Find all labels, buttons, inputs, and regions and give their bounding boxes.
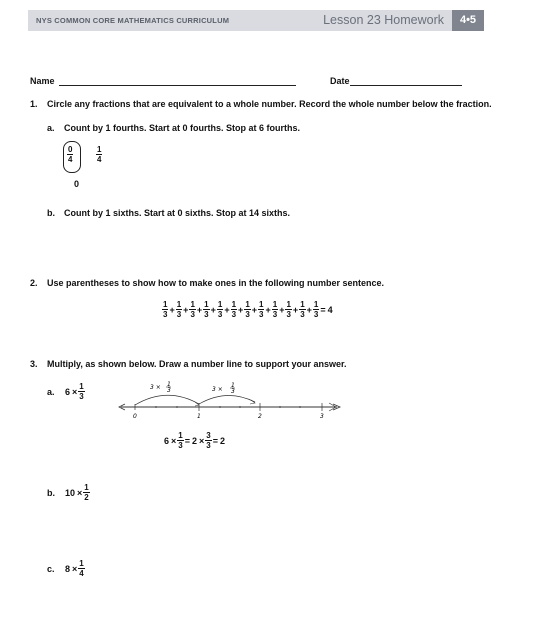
plus-sign: + [210,304,216,315]
plus-sign: + [279,304,285,315]
plus-sign: + [265,304,271,315]
q1-text: Circle any fractions that are equivalent to a whole number. Record the whole number below the fraction. [47,99,492,109]
q3a-equation: 6 × $\frac{1}{3}$ = 2 × $\frac{3}{3}$ = 2 [164,431,226,450]
term-fraction: $\frac{1}{3}$ [300,300,305,319]
q3-text: Multiply, as shown below. Draw a number line to support your answer. [47,359,347,369]
q1b-letter: b. [47,208,55,218]
tick-label-1: 1 [197,413,201,420]
plus-sign: + [196,304,203,315]
date-field[interactable] [350,85,462,86]
q3b-letter: b. [47,488,55,498]
lesson-header [28,10,484,31]
q3b-expression: 10 × $\frac{1}{2}$ [65,483,89,502]
date-label: Date [330,76,350,86]
plus-sign: + [183,304,189,315]
tick-label-3: 3 [320,413,324,420]
module-badge: 4•5 [452,10,484,31]
whole-number-answer: 0 [74,179,80,189]
lesson-title: Lesson 23 Homework [323,13,444,27]
plus-sign: + [306,304,312,315]
q3c-letter: c. [47,564,55,574]
q3-number: 3. [30,359,38,369]
plus-sign: + [224,304,230,315]
curriculum-title: NYS COMMON CORE MATHEMATICS CURRICULUM [36,16,230,25]
term-fraction: $\frac{1}{3}$ [163,300,168,319]
plus-sign: + [251,304,258,315]
term-fraction: $\frac{1}{3}$ [245,300,250,319]
jump-arc-2 [199,395,255,404]
term-fraction: $\frac{1}{3}$ [286,300,291,319]
term-fraction: $\frac{1}{3}$ [204,300,209,319]
arc-label-2: 3 × [212,386,223,393]
q3a-expression: 6 × $\frac{1}{3}$ [65,382,84,401]
term-fraction: $\frac{1}{3}$ [259,300,264,319]
q2-number: 2. [30,278,38,288]
term-fraction: $\frac{1}{3}$ [272,300,278,319]
plus-sign: + [238,304,244,315]
q1a-text: Count by 1 fourths. Start at 0 fourths. Stop at 6 fourths. [64,123,301,133]
q3a-letter: a. [47,387,55,397]
number-sentence [162,300,334,319]
q3c-expression: 8 × $\frac{1}{4}$ [65,559,84,578]
arc-frac-num-2: 1 [231,382,235,389]
q1a-letter: a. [47,123,55,133]
term-fraction: $\frac{1}{3}$ [190,300,195,319]
name-label: Name [30,76,55,86]
tick-label-0: 0 [133,413,137,420]
jump-arc-1 [135,395,199,405]
plus-sign: + [169,304,175,315]
plus-sign: + [292,304,299,315]
fraction-0-4: $\frac{0}{4}$ [68,145,73,164]
sentence-result: 4 [327,304,333,315]
fraction-1-4: $\frac{1}{4}$ [97,145,102,164]
tick-label-2: 2 [258,413,262,420]
term-fraction: $\frac{1}{3}$ [176,300,182,319]
number-line [115,378,345,423]
term-fraction: $\frac{1}{3}$ [313,300,319,319]
q2-text: Use parentheses to show how to make ones in the following number sentence. [47,278,385,288]
arc-frac-den-1: 3 [167,387,171,394]
arc-frac-num-1: 1 [167,381,171,388]
name-field[interactable] [59,85,296,86]
term-fraction: $\frac{1}{3}$ [231,300,237,319]
equals-sign: = [320,304,326,315]
q1b-text: Count by 1 sixths. Start at 0 sixths. Stop at 14 sixths. [64,208,291,218]
arc-label-1: 3 × [150,384,161,391]
arc-frac-den-2: 3 [231,388,235,395]
term-fraction: $\frac{1}{3}$ [217,300,223,319]
q1-number: 1. [30,99,38,109]
